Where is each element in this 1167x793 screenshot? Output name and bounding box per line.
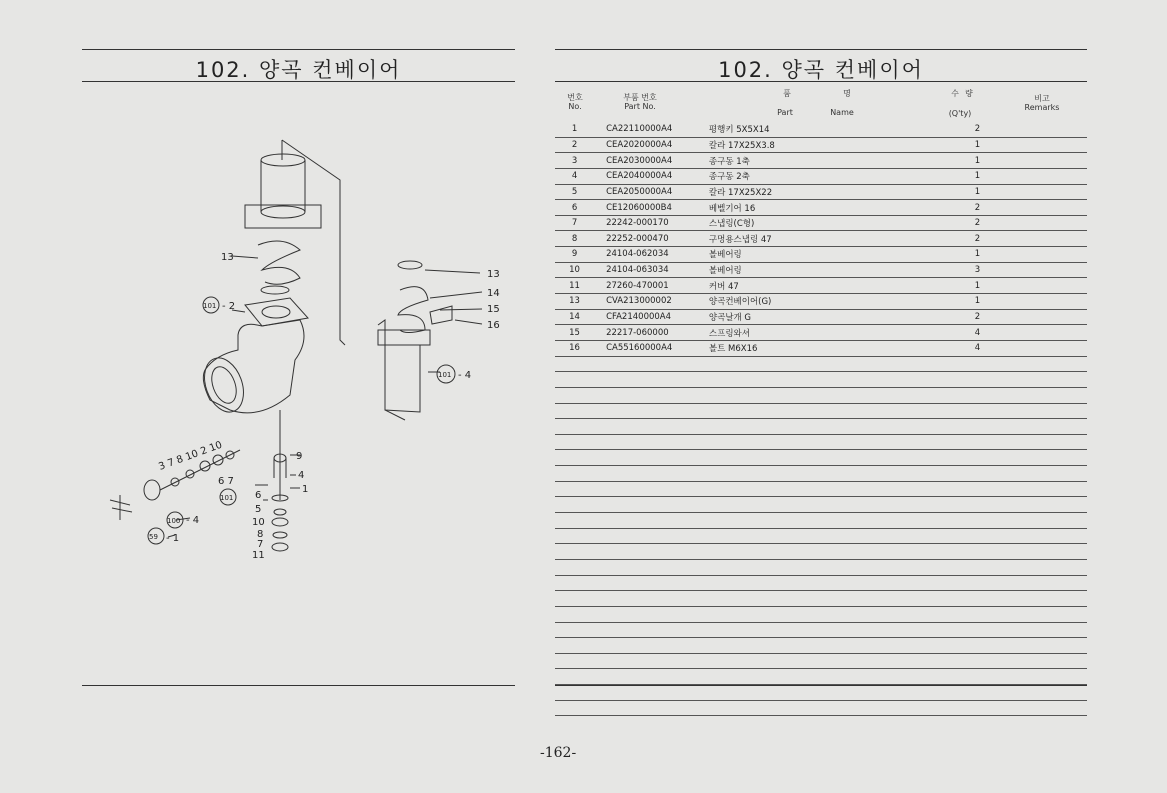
row-number (555, 622, 594, 638)
row-part-name: 스냅링(C형) (709, 215, 934, 231)
label-1: 1 (302, 484, 309, 495)
row-part-number (594, 559, 709, 575)
label-13: 13 (221, 252, 234, 263)
row-quantity (934, 419, 1021, 435)
row-part-number (594, 544, 709, 560)
label-8: 8 (257, 529, 264, 540)
row-remarks (1021, 622, 1087, 638)
row-number: 3 (555, 153, 594, 169)
row-number (555, 528, 594, 544)
row-number: 8 (555, 231, 594, 247)
row-part-number (594, 403, 709, 419)
row-part-number: 24104-062034 (594, 247, 709, 263)
label-9: 9 (296, 451, 303, 462)
right-tube (385, 345, 420, 412)
row-remarks (1021, 466, 1087, 482)
row-part-number (594, 591, 709, 607)
row-part-number (594, 372, 709, 388)
row-remarks (1021, 669, 1087, 685)
row-part-number (594, 528, 709, 544)
empty-table-row (555, 700, 1087, 716)
row-part-name (709, 622, 934, 638)
row-remarks (1021, 700, 1087, 716)
row-number: 10 (555, 262, 594, 278)
left-page (0, 0, 560, 793)
label-small-numbers: 3 7 8 10 2 10 (157, 439, 224, 473)
row-part-name (709, 559, 934, 575)
row-part-number: CEA2020000A4 (594, 137, 709, 153)
empty-table-row (555, 559, 1087, 575)
empty-table-row (555, 356, 1087, 372)
row-part-number: 24104-063034 (594, 262, 709, 278)
screw-auger (258, 241, 300, 284)
row-part-name: 구멍용스냅링 47 (709, 231, 934, 247)
row-quantity (934, 559, 1021, 575)
row-remarks (1021, 137, 1087, 153)
row-remarks (1021, 481, 1087, 497)
row-part-number (594, 638, 709, 654)
parts-table (555, 122, 1087, 716)
empty-table-row (555, 669, 1087, 685)
row-number (555, 700, 594, 716)
row-quantity: 2 (934, 200, 1021, 216)
row-part-name (709, 403, 934, 419)
row-part-name (709, 638, 934, 654)
row-part-name: 종구동 2축 (709, 168, 934, 184)
empty-table-row (555, 591, 1087, 607)
header-part-no-en: Part No. (624, 102, 656, 111)
row-part-name (709, 544, 934, 560)
row-number (555, 685, 594, 701)
empty-table-row (555, 387, 1087, 403)
row-part-name: 평행키 5X5X14 (709, 122, 934, 137)
page-title: 102. 양곡 컨베이어 (718, 58, 924, 82)
row-part-name (709, 372, 934, 388)
row-remarks (1021, 419, 1087, 435)
row-part-name (709, 497, 934, 513)
row-remarks (1021, 309, 1087, 325)
row-number: 13 (555, 294, 594, 310)
row-remarks (1021, 153, 1087, 169)
row-part-number: CEA2030000A4 (594, 153, 709, 169)
assembly-line-right (378, 320, 405, 420)
row-part-number: CA55160000A4 (594, 340, 709, 356)
label-11: 11 (252, 550, 265, 561)
row-number (555, 450, 594, 466)
row-part-name (709, 419, 934, 435)
row-number (555, 434, 594, 450)
page-number: -162- (540, 745, 577, 761)
tube-top (261, 154, 305, 166)
table-row (555, 200, 1087, 216)
row-part-name: 베벨기어 16 (709, 200, 934, 216)
row-part-name (709, 450, 934, 466)
assembly-lines (280, 140, 345, 500)
row-part-number: CA22110000A4 (594, 122, 709, 137)
row-part-name: 볼트 M6X16 (709, 340, 934, 356)
empty-table-row (555, 513, 1087, 529)
row-part-name (709, 481, 934, 497)
row-number (555, 606, 594, 622)
row-remarks (1021, 434, 1087, 450)
empty-table-row (555, 544, 1087, 560)
row-part-number (594, 466, 709, 482)
header-remarks-ko: 비고 (1034, 94, 1050, 103)
empty-table-row (555, 685, 1087, 701)
row-number (555, 513, 594, 529)
row-quantity (934, 372, 1021, 388)
row-quantity: 1 (934, 294, 1021, 310)
label-c101-circle: 101 (220, 494, 234, 502)
row-remarks (1021, 356, 1087, 372)
empty-table-row (555, 528, 1087, 544)
row-remarks (1021, 184, 1087, 200)
empty-table-row (555, 419, 1087, 435)
header-remarks-en: Remarks (1024, 103, 1060, 112)
header-name-en-1: Part (777, 108, 793, 117)
row-number (555, 638, 594, 654)
row-part-name (709, 513, 934, 529)
row-remarks (1021, 450, 1087, 466)
label-7: 7 (257, 539, 264, 550)
row-quantity: 1 (934, 153, 1021, 169)
label-r16: 16 (487, 320, 500, 331)
row-part-number (594, 685, 709, 701)
top-rule (555, 49, 1087, 50)
row-part-name (709, 575, 934, 591)
empty-table-row (555, 606, 1087, 622)
row-number: 11 (555, 278, 594, 294)
upper-flange (245, 298, 308, 326)
row-quantity: 1 (934, 247, 1021, 263)
label-100-circle: 100 (167, 517, 181, 525)
row-part-name: 칼라 17X25X3.8 (709, 137, 934, 153)
row-number (555, 419, 594, 435)
row-number (555, 356, 594, 372)
row-remarks (1021, 653, 1087, 669)
row-remarks (1021, 294, 1087, 310)
row-remarks (1021, 215, 1087, 231)
row-remarks (1021, 528, 1087, 544)
row-part-number (594, 669, 709, 685)
label-r13: 13 (487, 269, 500, 280)
row-part-number: 22242-000170 (594, 215, 709, 231)
label-r4: - 4 (458, 370, 472, 381)
label-101-circle: 101 (203, 302, 217, 310)
row-part-name: 커버 47 (709, 278, 934, 294)
row-quantity (934, 700, 1021, 716)
empty-table-row (555, 372, 1087, 388)
row-quantity (934, 528, 1021, 544)
table-row (555, 325, 1087, 341)
table-row (555, 309, 1087, 325)
row-remarks (1021, 575, 1087, 591)
row-quantity (934, 606, 1021, 622)
table-row (555, 168, 1087, 184)
row-part-name (709, 528, 934, 544)
row-number: 5 (555, 184, 594, 200)
row-number: 15 (555, 325, 594, 341)
table-row (555, 122, 1087, 137)
row-part-number (594, 513, 709, 529)
row-part-name (709, 653, 934, 669)
empty-table-row (555, 497, 1087, 513)
row-quantity (934, 497, 1021, 513)
row-quantity (934, 481, 1021, 497)
row-part-number (594, 700, 709, 716)
row-part-number (594, 356, 709, 372)
table-row (555, 278, 1087, 294)
table-row (555, 137, 1087, 153)
row-number: 1 (555, 122, 594, 137)
row-quantity: 1 (934, 137, 1021, 153)
row-part-number (594, 434, 709, 450)
row-remarks (1021, 606, 1087, 622)
tube-sides (261, 160, 305, 212)
row-quantity: 2 (934, 231, 1021, 247)
row-number (555, 653, 594, 669)
row-remarks (1021, 325, 1087, 341)
top-rule (82, 49, 515, 50)
right-auger (398, 287, 428, 333)
row-part-name (709, 466, 934, 482)
row-remarks (1021, 544, 1087, 560)
table-row (555, 247, 1087, 263)
row-remarks (1021, 200, 1087, 216)
row-part-name (709, 356, 934, 372)
title-rule (82, 81, 515, 82)
header-qty-en: (Q'ty) (948, 109, 972, 118)
row-part-name: 볼베어링 (709, 262, 934, 278)
empty-table-row (555, 434, 1087, 450)
row-number (555, 403, 594, 419)
row-remarks (1021, 387, 1087, 403)
label-5: 5 (255, 504, 262, 515)
row-quantity: 1 (934, 184, 1021, 200)
row-part-number (594, 497, 709, 513)
row-part-name: 양곡날개 G (709, 309, 934, 325)
bottom-rule (82, 685, 515, 686)
table-row (555, 153, 1087, 169)
label-6: 6 (255, 490, 262, 501)
row-number (555, 481, 594, 497)
row-part-number (594, 387, 709, 403)
row-part-name: 스프링와셔 (709, 325, 934, 341)
header-qty-ko-2: 량 (965, 89, 973, 98)
row-remarks (1021, 638, 1087, 654)
row-number: 2 (555, 137, 594, 153)
row-number: 14 (555, 309, 594, 325)
row-remarks (1021, 372, 1087, 388)
label-2: - 2 (222, 301, 236, 312)
row-number: 6 (555, 200, 594, 216)
row-part-name: 볼베어링 (709, 247, 934, 263)
label-59-circle: 59 (149, 533, 158, 541)
row-remarks (1021, 497, 1087, 513)
exploded-parts-diagram (95, 120, 515, 570)
row-quantity: 4 (934, 325, 1021, 341)
row-number: 7 (555, 215, 594, 231)
right-page (555, 0, 1090, 793)
row-quantity (934, 466, 1021, 482)
empty-table-row (555, 575, 1087, 591)
row-remarks (1021, 231, 1087, 247)
row-part-name (709, 669, 934, 685)
empty-table-row (555, 653, 1087, 669)
header-no-ko: 번호 (567, 93, 583, 102)
row-remarks (1021, 122, 1087, 137)
row-part-number (594, 450, 709, 466)
row-quantity (934, 513, 1021, 529)
row-number (555, 544, 594, 560)
row-part-name: 칼라 17X25X22 (709, 184, 934, 200)
right-blade (430, 306, 452, 324)
row-part-number (594, 575, 709, 591)
row-number (555, 559, 594, 575)
row-remarks (1021, 591, 1087, 607)
row-part-number: CVA213000002 (594, 294, 709, 310)
row-remarks (1021, 403, 1087, 419)
label-r101-circle: 101 (438, 371, 452, 379)
row-quantity (934, 403, 1021, 419)
row-remarks (1021, 247, 1087, 263)
table-row (555, 215, 1087, 231)
label-10: 10 (252, 517, 265, 528)
row-quantity (934, 685, 1021, 701)
row-number: 16 (555, 340, 594, 356)
label-4: 4 (298, 470, 305, 481)
row-quantity: 1 (934, 278, 1021, 294)
row-remarks (1021, 559, 1087, 575)
title-rule (555, 81, 1087, 82)
table-row (555, 294, 1087, 310)
row-quantity: 4 (934, 340, 1021, 356)
row-part-name (709, 387, 934, 403)
label-b1: - 1 (166, 533, 180, 544)
header-name-ko-1: 품 (783, 89, 791, 98)
row-quantity: 1 (934, 168, 1021, 184)
label-r14: 14 (487, 288, 500, 299)
row-remarks (1021, 168, 1087, 184)
row-part-number: 22217-060000 (594, 325, 709, 341)
table-row (555, 340, 1087, 356)
row-quantity: 3 (934, 262, 1021, 278)
row-part-number (594, 419, 709, 435)
header-part-no-ko: 부품 번호 (623, 93, 657, 102)
row-part-number: 22252-000470 (594, 231, 709, 247)
label-b4: - 4 (186, 515, 200, 526)
row-part-number: CFA2140000A4 (594, 309, 709, 325)
row-number (555, 466, 594, 482)
row-remarks (1021, 340, 1087, 356)
row-quantity (934, 387, 1021, 403)
row-part-name (709, 606, 934, 622)
row-part-number (594, 481, 709, 497)
row-quantity (934, 544, 1021, 560)
row-quantity (934, 575, 1021, 591)
empty-table-row (555, 638, 1087, 654)
header-qty-ko-1: 수 (951, 89, 959, 98)
row-number (555, 669, 594, 685)
empty-table-row (555, 481, 1087, 497)
row-part-number: CE12060000B4 (594, 200, 709, 216)
row-quantity (934, 622, 1021, 638)
row-number (555, 575, 594, 591)
row-part-number (594, 653, 709, 669)
empty-table-row (555, 450, 1087, 466)
row-remarks (1021, 278, 1087, 294)
row-quantity (934, 356, 1021, 372)
row-quantity (934, 638, 1021, 654)
row-part-name: 종구동 1축 (709, 153, 934, 169)
row-remarks (1021, 685, 1087, 701)
empty-table-row (555, 622, 1087, 638)
parts-table-body (555, 122, 1087, 716)
empty-table-row (555, 403, 1087, 419)
empty-table-row (555, 466, 1087, 482)
row-quantity: 2 (934, 309, 1021, 325)
bottom-rule (555, 685, 1087, 686)
table-row (555, 231, 1087, 247)
row-part-number (594, 622, 709, 638)
table-row (555, 262, 1087, 278)
row-part-name (709, 685, 934, 701)
row-part-name (709, 434, 934, 450)
row-remarks (1021, 262, 1087, 278)
row-quantity (934, 591, 1021, 607)
mount-lines (110, 495, 132, 520)
row-part-name (709, 700, 934, 716)
tube-flange (245, 205, 321, 228)
label-r15: 15 (487, 304, 500, 315)
row-quantity: 2 (934, 215, 1021, 231)
row-quantity (934, 653, 1021, 669)
row-number (555, 591, 594, 607)
row-number: 4 (555, 168, 594, 184)
row-part-number: CEA2050000A4 (594, 184, 709, 200)
row-part-name: 양곡컨베이어(G) (709, 294, 934, 310)
row-remarks (1021, 513, 1087, 529)
header-no-en: No. (568, 102, 582, 111)
row-part-name (709, 591, 934, 607)
header-name-en-2: Name (830, 108, 854, 117)
page-title: 102. 양곡 컨베이어 (195, 58, 402, 82)
row-quantity (934, 450, 1021, 466)
label-6-7: 6 7 (218, 476, 234, 487)
row-part-number (594, 606, 709, 622)
row-number (555, 497, 594, 513)
row-quantity (934, 434, 1021, 450)
header-name-ko-2: 명 (843, 89, 851, 98)
row-number: 9 (555, 247, 594, 263)
table-row (555, 184, 1087, 200)
row-number (555, 387, 594, 403)
row-part-number: 27260-470001 (594, 278, 709, 294)
row-quantity: 2 (934, 122, 1021, 137)
row-number (555, 372, 594, 388)
row-part-number: CEA2040000A4 (594, 168, 709, 184)
row-quantity (934, 669, 1021, 685)
